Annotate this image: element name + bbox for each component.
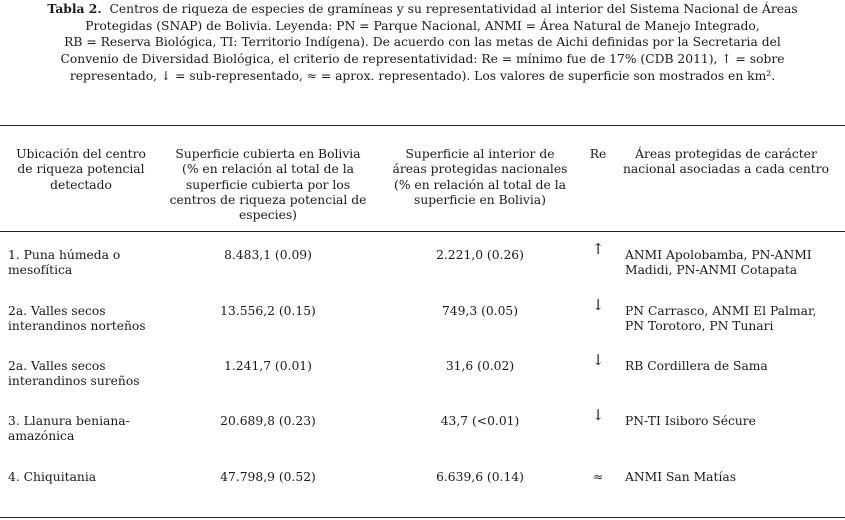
caption-label: Tabla 2. — [47, 1, 102, 16]
cell-areas — [625, 248, 837, 279]
caption-line-4: Convenio de Diversidad Biológica, el criterio de representatividad: Re = mínimo fue de 17% (CDB 2011), ↑ = sobre — [60, 52, 785, 67]
header-superficie-bolivia-line: superficie cubierta por los — [185, 177, 351, 192]
header-re-line: Re — [589, 147, 607, 161]
cell-line: RB Cordillera de Sama — [625, 359, 768, 373]
cell-line: interandinos norteños — [8, 319, 146, 334]
header-ubicacion-line: Ubicación del centro — [16, 147, 146, 161]
cell-re-arrow-down-icon: ↓ — [591, 406, 605, 424]
cell-line: ANMI Apolobamba, PN-ANMI — [625, 248, 812, 262]
header-superficie-bolivia-line: especies) — [239, 208, 297, 223]
header-superficie-ap-line: áreas protegidas nacionales — [392, 162, 568, 177]
cell-re-arrow-up-icon: ↑ — [591, 240, 605, 258]
table-header-rule — [0, 231, 845, 232]
caption-line-1 — [0, 1, 845, 18]
cell-re-arrow-down-icon: ↓ — [591, 351, 605, 369]
header-ubicacion-line: detectado — [50, 177, 112, 192]
cell-superficie-ap: 749,3 (0.05) — [441, 304, 519, 318]
cell-line: ANMI San Matías — [625, 470, 737, 484]
cell-line: 1. Puna húmeda o — [8, 248, 121, 262]
table-top-rule — [0, 125, 845, 126]
cell-superficie-bolivia: 1.241,7 (0.01) — [224, 359, 312, 373]
cell-superficie-ap: 2.221,0 (0.26) — [436, 248, 524, 262]
header-ubicacion-line: de riqueza potencial — [17, 162, 145, 177]
header-re — [582, 147, 614, 162]
cell-line: amazónica — [8, 429, 75, 444]
header-areas-line: nacional asociadas a cada centro — [622, 162, 830, 177]
header-superficie-bolivia-line: Superficie cubierta en Bolivia — [175, 147, 361, 161]
cell-line: PN Torotoro, PN Tunari — [625, 319, 774, 334]
cell-line: 2a. Valles secos — [8, 304, 106, 318]
header-superficie-bolivia-line: centros de riqueza potencial de — [169, 192, 367, 207]
cell-line: interandinos sureños — [8, 374, 140, 389]
caption-text-1: Centros de riqueza de especies de gramíneas y su representatividad al interior del Sistema Nacional de Áreas — [109, 2, 798, 16]
cell-re-arrow-down-icon: ↓ — [591, 296, 605, 314]
cell-ubicacion — [8, 470, 168, 485]
cell-superficie-bolivia: 47.798,9 (0.52) — [220, 470, 316, 484]
cell-superficie-ap: 43,7 (<0.01) — [440, 414, 520, 428]
table-caption — [0, 0, 845, 85]
caption-line-3: RB = Reserva Biológica, TI: Territorio Indígena). De acuerdo con las metas de Aichi definidas por la Secretaria del — [64, 35, 781, 50]
caption-line-5: representado, ↓ = sub-representado, ≈ = aprox. representado). Los valores de superficie son mostrados en km². — [69, 68, 776, 83]
cell-areas — [625, 414, 837, 429]
cell-superficie-bolivia: 13.556,2 (0.15) — [220, 304, 316, 318]
cell-re-approx-icon: ≈ — [592, 470, 604, 484]
cell-line: 3. Llanura beniana- — [8, 414, 130, 428]
cell-ubicacion — [8, 414, 168, 445]
header-superficie-ap — [383, 147, 577, 208]
cell-superficie-bolivia: 8.483,1 (0.09) — [224, 248, 312, 262]
header-superficie-bolivia-line: (% en relación al total de la — [182, 162, 354, 177]
cell-line: 2a. Valles secos — [8, 359, 106, 373]
cell-line: mesofítica — [8, 263, 73, 278]
header-superficie-bolivia — [168, 147, 368, 223]
caption-line-2: Protegidas (SNAP) de Bolivia. Leyenda: PN = Parque Nacional, ANMI = Área Natural de Manejo Integrado, — [85, 18, 760, 33]
header-ubicacion — [0, 147, 162, 193]
cell-superficie-ap: 31,6 (0.02) — [445, 359, 515, 373]
cell-superficie-bolivia: 20.689,8 (0.23) — [220, 414, 316, 428]
header-superficie-ap-line: (% en relación al total de la — [394, 177, 566, 192]
cell-areas — [625, 304, 837, 335]
cell-ubicacion — [8, 359, 168, 390]
cell-line: Madidi, PN-ANMI Cotapata — [625, 263, 798, 278]
cell-line: 4. Chiquitania — [8, 470, 97, 484]
cell-line: PN Carrasco, ANMI El Palmar, — [625, 304, 817, 318]
cell-line: PN-TI Isiboro Sécure — [625, 414, 756, 428]
header-areas-line: Áreas protegidas de carácter — [635, 147, 817, 161]
cell-ubicacion — [8, 304, 168, 335]
cell-areas — [625, 359, 837, 374]
cell-ubicacion — [8, 248, 168, 279]
cell-areas — [625, 470, 837, 485]
table-bottom-rule — [0, 517, 845, 518]
header-areas — [619, 147, 833, 178]
header-superficie-ap-line: superficie en Bolivia) — [414, 192, 546, 207]
cell-superficie-ap: 6.639,6 (0.14) — [436, 470, 524, 484]
header-superficie-ap-line: Superficie al interior de — [405, 147, 555, 161]
